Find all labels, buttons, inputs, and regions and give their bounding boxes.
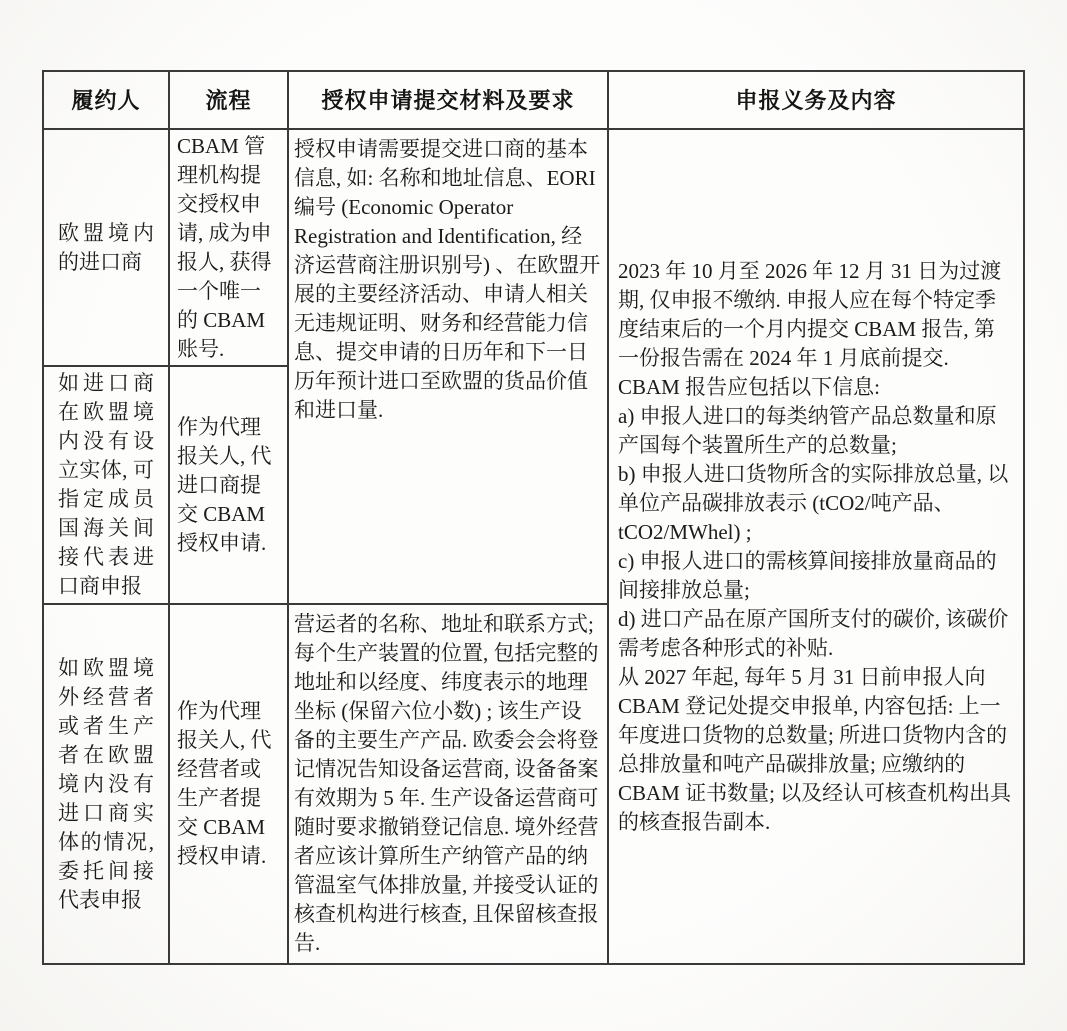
header-performer: 履约人	[43, 71, 169, 129]
obligation-paragraph-item-c: c) 申报人进口的需核算间接排放量商品的间接排放总量;	[618, 548, 997, 602]
obligation-paragraph-from-2027: 从 2027 年起, 每年 5 月 31 日前申报人向 CBAM 登记处提交申报单, 内容包括: 上一年度进口货物的总数量; 所进口货物内含的总排放量和吨产品碳排放量; 应缴纳的 CBAM 证书数量; 以及经认可核查机构出具的核查报告副本.	[618, 664, 1012, 834]
obligations-cell	[608, 129, 1024, 964]
materials-cell-operator-info: 营运者的名称、地址和联系方式; 每个生产装置的位置, 包括完整的地址和以经度、纬度表示的地理坐标 (保留六位小数) ; 该生产设备的主要生产产品. 欧委会会将登记情况告知设备运营商, 设备备案有效期为 5 年. 生产设备运营商可随时要求撤销登记信息. 境外经营者应该计算所生产纳管产品的纳管温室气体排放量, 并接受认证的核查机构进行核查, 且保留核查报告.	[288, 604, 608, 964]
process-cell-customs-agent-operator: 作为代理报关人, 代经营者或生产者提交 CBAM 授权申请.	[169, 604, 288, 964]
process-cell-customs-agent-importer: 作为代理报关人, 代进口商提交 CBAM 授权申请.	[169, 366, 288, 604]
materials-cell-importer-info: 授权申请需要提交进口商的基本信息, 如: 名称和地址信息、EORI 编号 (Economic Operator Registration and Identification, 经济运营商注册识别号) 、在欧盟开展的主要经济活动、申请人相关无违规证明、财务和经营能力信息、提交申请的日历年和下一日历年预计进口至欧盟的货品价值和进口量.	[288, 129, 608, 604]
obligation-paragraph-item-b: b) 申报人进口货物所含的实际排放总量, 以单位产品碳排放表示 (tCO2/吨产品、tCO2/MWhel) ;	[618, 461, 1009, 544]
performer-cell-eu-importer: 欧盟境内的进口商	[43, 129, 169, 366]
header-materials: 授权申请提交材料及要求	[288, 71, 608, 129]
performer-cell-foreign-operator: 如欧盟境外经营者或者生产者在欧盟境内没有进口商实体的情况, 委托间接代表申报	[43, 604, 169, 964]
obligation-paragraph-item-a: a) 申报人进口的每类纳管产品总数量和原产国每个装置所生产的总数量;	[618, 403, 997, 457]
process-cell-eu-importer: CBAM 管理机构提交授权申请, 成为申报人, 获得一个唯一的 CBAM 账号.	[169, 129, 288, 366]
obligation-paragraph-transition-period: 2023 年 10 月至 2026 年 12 月 31 日为过渡期, 仅申报不缴纳. 申报人应在每个特定季度结束后的一个月内提交 CBAM 报告, 第一份报告需在 2024 年 1 月底前提交. CBAM 报告应包括以下信息:	[618, 258, 1002, 399]
obligation-paragraph-item-d: d) 进口产品在原产国所支付的碳价, 该碳价需考虑各种形式的补贴.	[618, 606, 1009, 660]
header-obligations: 申报义务及内容	[608, 71, 1024, 129]
table-row-eu-importer	[43, 129, 1024, 366]
header-process: 流程	[169, 71, 288, 129]
performer-cell-no-entity: 如进口商在欧盟境内没有设立实体, 可指定成员国海关间接代表进口商申报	[43, 366, 169, 604]
table-header-row	[43, 71, 1024, 129]
cbam-compliance-table	[42, 70, 1025, 965]
